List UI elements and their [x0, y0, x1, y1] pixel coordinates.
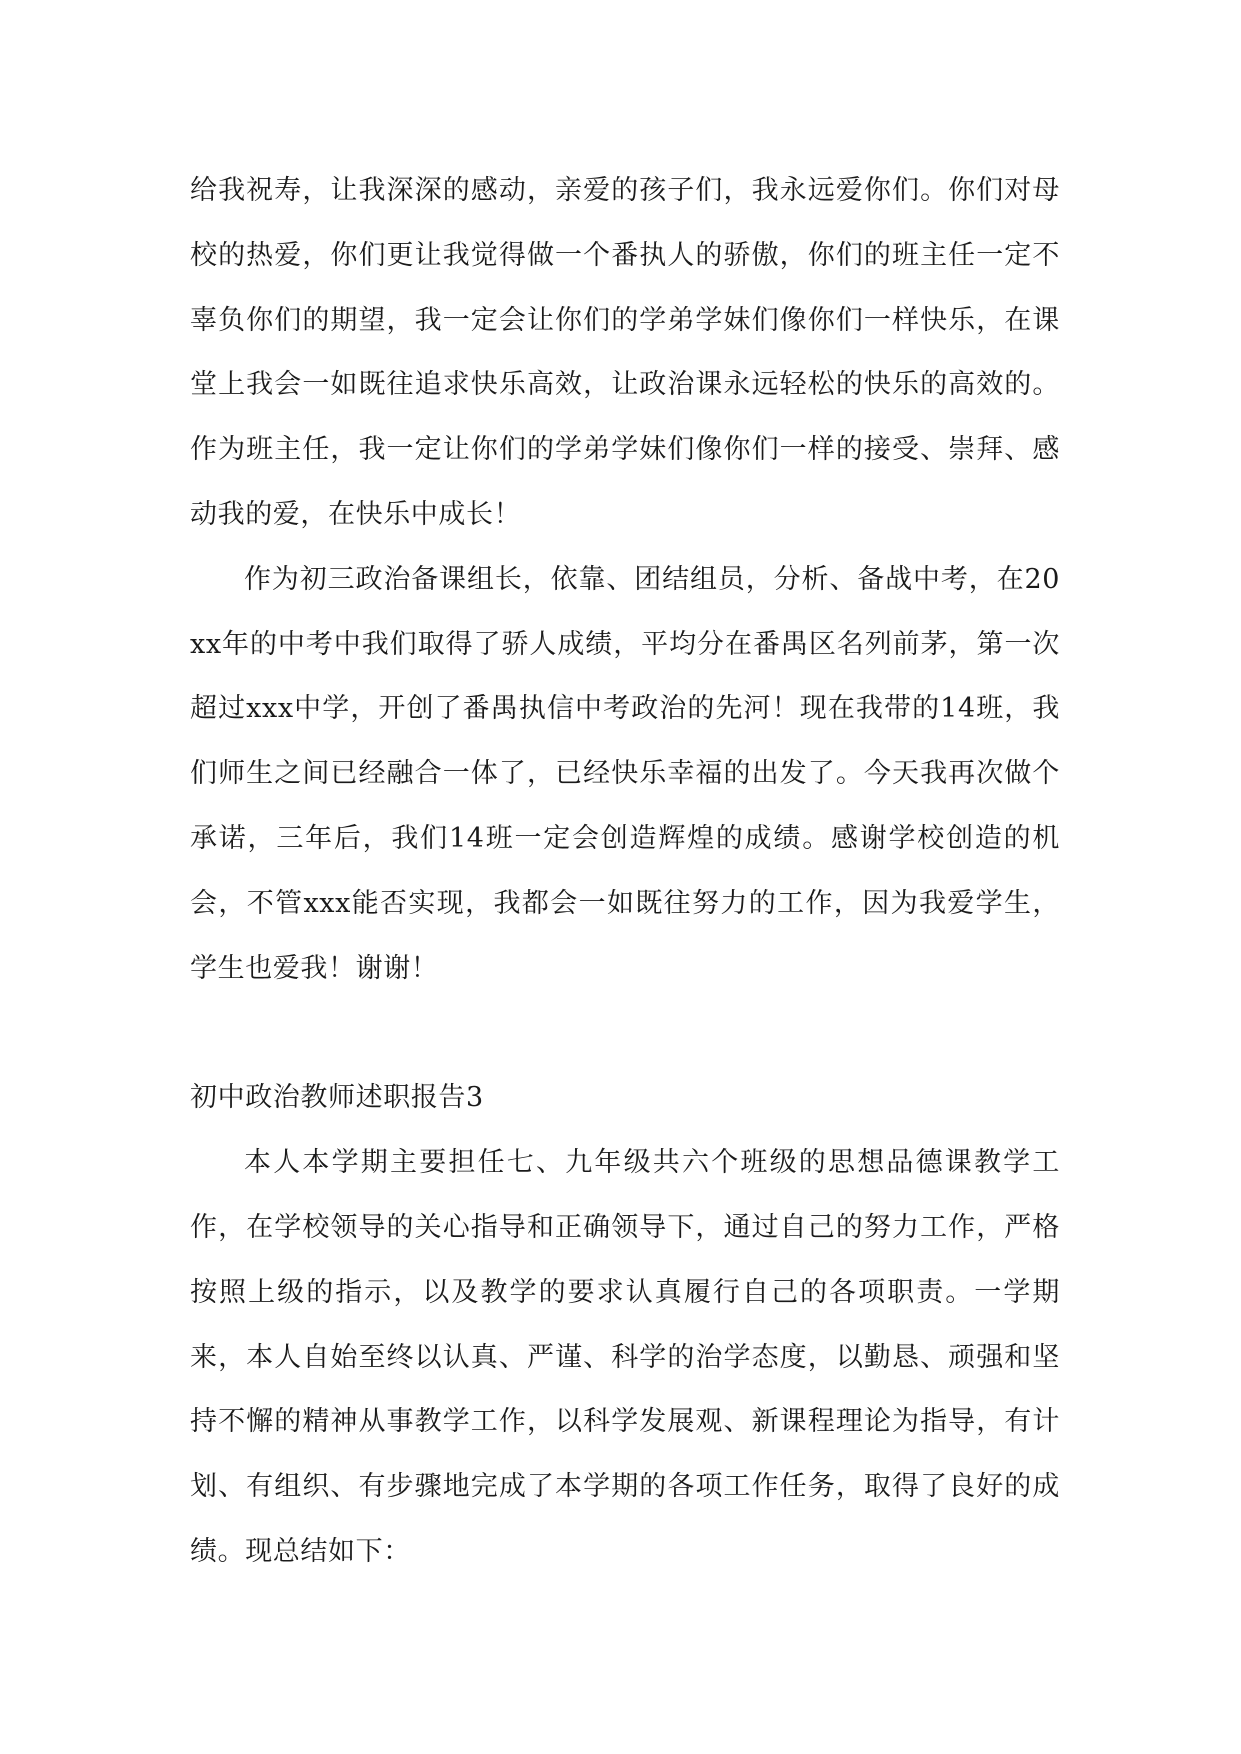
- section-heading: 初中政治教师述职报告3: [190, 1082, 484, 1114]
- paragraph-1: 给我祝寿，让我深深的感动，亲爱的孩子们，我永远爱你们。你们对母校的热爱，你们更让我觉得做一个番执人的骄傲，你们的班主任一定不辜负你们的期望，我一定会让你们的学弟学妹们像你们一样快乐，在课堂上我会一如既往追求快乐高效，让政治课永远轻松的快乐的高效的。作为班主任，我一定让你们的学弟学妹们像你们一样的接受、崇拜、感动我的爱，在快乐中成长！: [190, 175, 1060, 530]
- paragraph-2: 作为初三政治备课组长，依靠、团结组员，分析、备战中考，在20xx年的中考中我们取得了骄人成绩，平均分在番禺区名列前茅，第一次超过xxx中学，开创了番禺执信中考政治的先河！现在我带的14班，我们师生之间已经融合一体了，已经快乐幸福的出发了。今天我再次做个承诺，三年后，我们14班一定会创造辉煌的成绩。感谢学校创造的机会，不管xxx能否实现，我都会一如既往努力的工作，因为我爱学生，学生也爱我！谢谢！: [190, 563, 1060, 984]
- paragraph-3: 本人本学期主要担任七、九年级共六个班级的思想品德课教学工作，在学校领导的关心指导和正确领导下，通过自己的努力工作，严格按照上级的指示，以及教学的要求认真履行自己的各项职责。一学期来，本人自始至终以认真、严谨、科学的治学态度，以勤恳、顽强和坚持不懈的精神从事教学工作，以科学发展观、新课程理论为指导，有计划、有组织、有步骤地完成了本学期的各项工作任务，取得了良好的成绩。现总结如下：: [190, 1147, 1060, 1567]
- document-body: [190, 159, 1060, 1585]
